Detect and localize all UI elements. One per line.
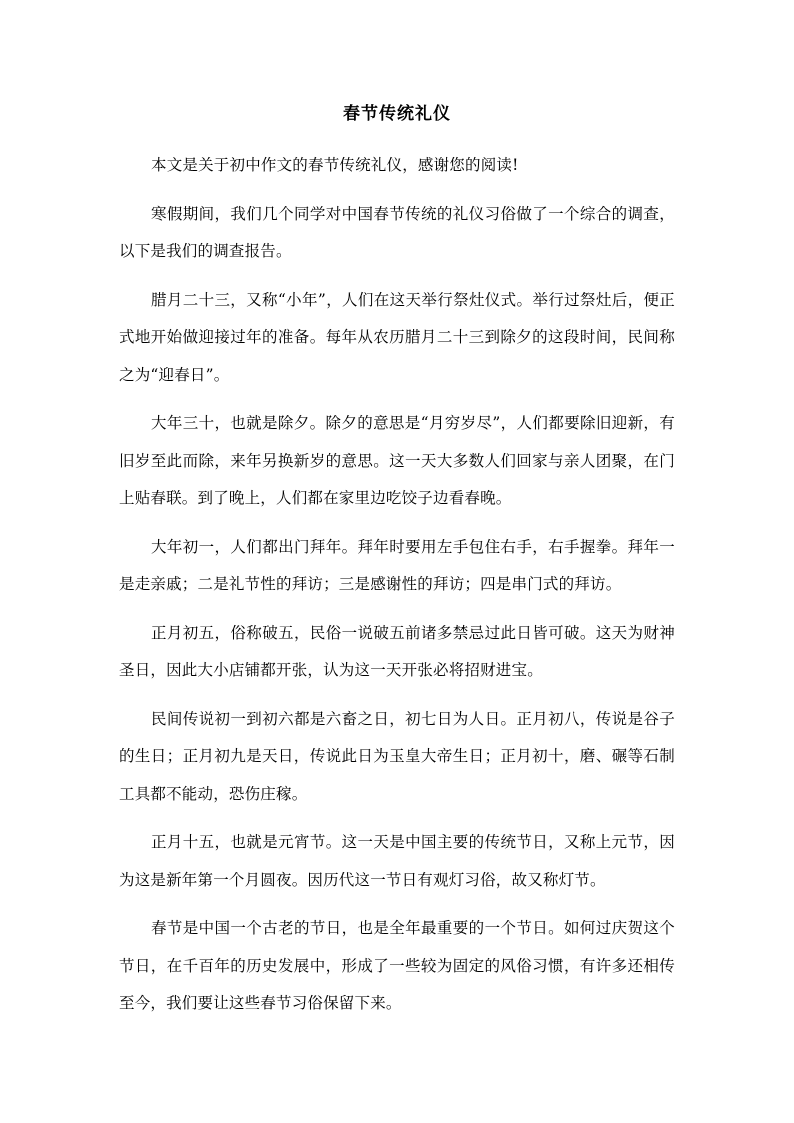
paragraph-intro: 本文是关于初中作文的春节传统礼仪，感谢您的阅读! <box>151 156 519 174</box>
paragraph-first-day: 大年初一，人们都出门拜年。拜年时要用左手包住右手，右手握拳。拜年一是走亲戚；二是礼节性的拜访；三是感谢性的拜访；四是串门式的拜访。 <box>119 537 675 593</box>
paragraph-new-years-eve: 大年三十，也就是除夕。除夕的意思是“月穷岁尽”，人们都要除旧迎新，有旧岁至此而除，来年另换新岁的意思。这一天大多数人们回家与亲人团聚，在门上贴春联。到了晚上，人们都在家里边吃饺子边看春晚。 <box>119 414 675 507</box>
document-title: 春节传统礼仪 <box>343 104 451 124</box>
paragraph-little-new-year: 腊月二十三，又称“小年”，人们在这天举行祭灶仪式。举行过祭灶后，便正式地开始做迎接过年的准备。每年从农历腊月二十三到除夕的这段时间，民间称之为“迎春日”。 <box>119 290 675 384</box>
paragraph-legend-days: 民间传说初一到初六都是六畜之日，初七日为人日。正月初八，传说是谷子的生日；正月初九是天日，传说此日为玉皇大帝生日；正月初十，磨、碾等石制工具都不能动，恐伤庄稼。 <box>119 709 675 803</box>
paragraph-fifth-day: 正月初五，俗称破五，民俗一说破五前诸多禁忌过此日皆可破。这天为财神圣日，因此大小店铺都开张，认为这一天开张必将招财进宝。 <box>119 623 675 679</box>
document-body <box>119 147 675 1034</box>
paragraph-lantern-festival: 正月十五，也就是元宵节。这一天是中国主要的传统节日，又称上元节，因为这是新年第一个月圆夜。因历代这一节日有观灯习俗，故又称灯节。 <box>119 833 675 889</box>
paragraph-winter-break: 寒假期间，我们几个同学对中国春节传统的礼仪习俗做了一个综合的调查，以下是我们的调查报告。 <box>119 204 675 260</box>
paragraph-conclusion: 春节是中国一个古老的节日，也是全年最重要的一个节日。如何过庆贺这个节日，在千百年的历史发展中，形成了一些较为固定的风俗习惯，有许多还相传至今，我们要让这些春节习俗保留下来。 <box>119 919 675 1012</box>
